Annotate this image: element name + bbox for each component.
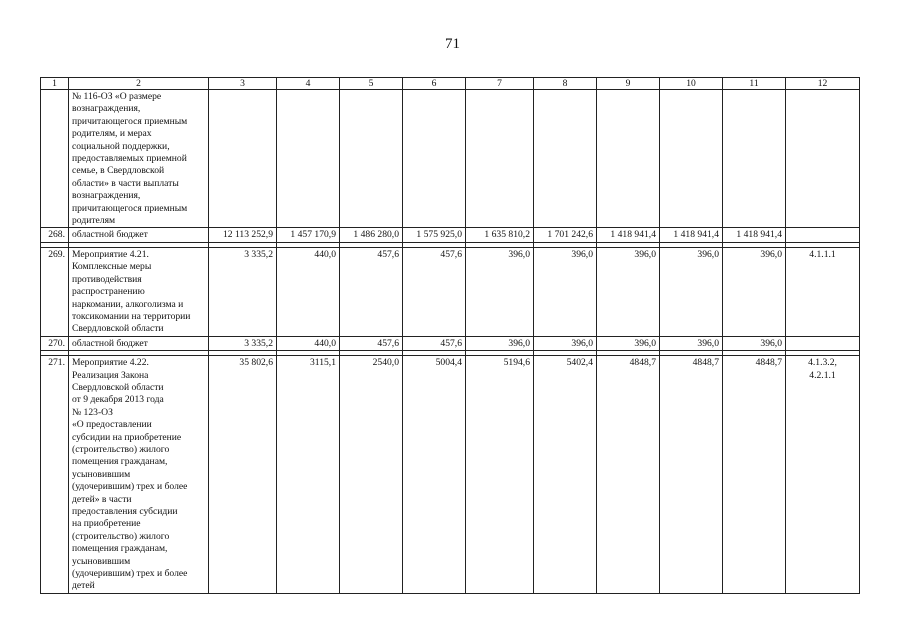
value-cell: 396,0 [597, 336, 660, 350]
target-indicator [786, 336, 860, 350]
row-description [69, 228, 209, 242]
value-cell [340, 90, 403, 228]
description-line: предоставляемых приемной [72, 153, 187, 165]
value-cell: 396,0 [660, 336, 723, 350]
description-line: Свердловской области [72, 381, 164, 393]
value-cell: 4848,7 [597, 356, 660, 594]
header-cell: 3 [209, 78, 277, 90]
value-cell: 4848,7 [660, 356, 723, 594]
description-line: «О предоставлении [72, 419, 152, 431]
header-row [41, 78, 860, 90]
value-cell: 35 802,6 [209, 356, 277, 594]
value-cell: 3 335,2 [209, 336, 277, 350]
row-number: 268. [41, 228, 69, 242]
description-line: Реализация Закона [72, 369, 149, 381]
target-line: 4.1.1.1 [809, 248, 836, 260]
target-indicator [786, 228, 860, 242]
value-cell: 396,0 [723, 336, 786, 350]
value-cell: 4848,7 [723, 356, 786, 594]
header-cell: 6 [403, 78, 466, 90]
value-cell: 396,0 [597, 247, 660, 336]
description-line: распространению [72, 286, 145, 298]
value-cell: 1 457 170,9 [277, 228, 340, 242]
value-cell: 1 486 280,0 [340, 228, 403, 242]
description-line: предоставления субсидии [72, 506, 178, 517]
description-line: помещения гражданам, [72, 543, 168, 555]
table-row [41, 247, 860, 336]
value-cell: 396,0 [466, 336, 534, 350]
description-line: противодействия [72, 273, 142, 285]
description-line: Комплексные меры [72, 261, 152, 273]
row-number [41, 90, 69, 228]
description-line: (удочерившим) трех и более [72, 481, 188, 493]
row-description [69, 247, 209, 336]
header-cell: 9 [597, 78, 660, 90]
description-line: от 9 декабря 2013 года [72, 394, 164, 406]
value-cell [534, 90, 597, 228]
header-cell: 4 [277, 78, 340, 90]
description-line: субсидии на приобретение [72, 431, 182, 443]
value-cell [209, 90, 277, 228]
value-cell: 457,6 [403, 247, 466, 336]
header-cell: 2 [69, 78, 209, 90]
target-indicator [786, 90, 860, 228]
description-line: родителям, и мерах [72, 128, 152, 140]
value-cell: 457,6 [340, 336, 403, 350]
value-cell: 396,0 [534, 247, 597, 336]
value-cell: 5194,6 [466, 356, 534, 594]
description-line: областной бюджет [72, 337, 148, 349]
value-cell: 12 113 252,9 [209, 228, 277, 242]
description-line: наркомании, алкоголизма и [72, 298, 184, 310]
value-cell: 1 418 941,4 [597, 228, 660, 242]
description-line: области» в части выплаты [72, 177, 179, 189]
value-cell: 3 335,2 [209, 247, 277, 336]
description-line: (строительство) жилого [72, 530, 170, 542]
table-body [41, 78, 860, 594]
value-cell: 5402,4 [534, 356, 597, 594]
target-indicator [786, 247, 860, 336]
value-cell: 3115,1 [277, 356, 340, 594]
description-line: (удочерившим) трех и более [72, 568, 188, 580]
description-line: вознаграждения, [72, 103, 141, 115]
row-description [69, 336, 209, 350]
description-line: (строительство) жилого [72, 443, 170, 455]
row-number: 271. [41, 356, 69, 594]
header-cell: 12 [786, 78, 860, 90]
row-number: 270. [41, 336, 69, 350]
value-cell: 396,0 [660, 247, 723, 336]
value-cell [466, 90, 534, 228]
description-line: Свердловской области [72, 323, 164, 335]
description-line: Мероприятие 4.21. [72, 248, 149, 260]
table-row [41, 336, 860, 350]
description-line: социальной поддержки, [72, 140, 170, 152]
table-row [41, 228, 860, 242]
header-cell: 7 [466, 78, 534, 90]
description-line: родителям [72, 215, 116, 227]
description-line: детей [72, 580, 95, 592]
header-cell: 8 [534, 78, 597, 90]
header-cell: 11 [723, 78, 786, 90]
value-cell: 1 418 941,4 [660, 228, 723, 242]
value-cell: 440,0 [277, 247, 340, 336]
row-description [69, 356, 209, 594]
description-line: усыновившим [72, 468, 131, 480]
table-row [41, 356, 860, 594]
description-line: № 123-ОЗ [72, 406, 113, 418]
header-cell: 5 [340, 78, 403, 90]
target-line: 4.1.3.2, [808, 357, 837, 369]
value-cell: 440,0 [277, 336, 340, 350]
description-line: № 116-ОЗ «О размере [72, 91, 162, 102]
value-cell [597, 90, 660, 228]
row-number: 269. [41, 247, 69, 336]
value-cell: 396,0 [723, 247, 786, 336]
value-cell [277, 90, 340, 228]
table-row [41, 90, 860, 228]
value-cell: 5004,4 [403, 356, 466, 594]
description-line: Мероприятие 4.22. [72, 357, 149, 369]
description-line: детей» в части [72, 493, 132, 505]
description-line: вознаграждения, [72, 190, 141, 202]
header-cell: 1 [41, 78, 69, 90]
header-cell: 10 [660, 78, 723, 90]
value-cell: 2540,0 [340, 356, 403, 594]
value-cell: 457,6 [403, 336, 466, 350]
value-cell [403, 90, 466, 228]
description-line: помещения гражданам, [72, 456, 168, 468]
description-line: областной бюджет [72, 229, 148, 241]
value-cell: 1 701 242,6 [534, 228, 597, 242]
value-cell: 1 635 810,2 [466, 228, 534, 242]
description-line: семье, в Свердловской [72, 165, 165, 177]
value-cell: 396,0 [466, 247, 534, 336]
description-line: усыновившим [72, 555, 131, 567]
page-number: 71 [445, 36, 460, 52]
description-line: токсикомании на территории [72, 310, 191, 322]
value-cell [723, 90, 786, 228]
description-line: причитающегося приемным [72, 115, 188, 127]
row-description [69, 90, 209, 228]
value-cell: 1 575 925,0 [403, 228, 466, 242]
value-cell [660, 90, 723, 228]
value-cell: 396,0 [534, 336, 597, 350]
value-cell: 457,6 [340, 247, 403, 336]
program-table [40, 77, 860, 594]
value-cell: 1 418 941,4 [723, 228, 786, 242]
target-line: 4.2.1.1 [809, 369, 836, 381]
description-line: причитающегося приемным [72, 202, 188, 214]
target-indicator [786, 356, 860, 594]
description-line: на приобретение [72, 518, 141, 530]
